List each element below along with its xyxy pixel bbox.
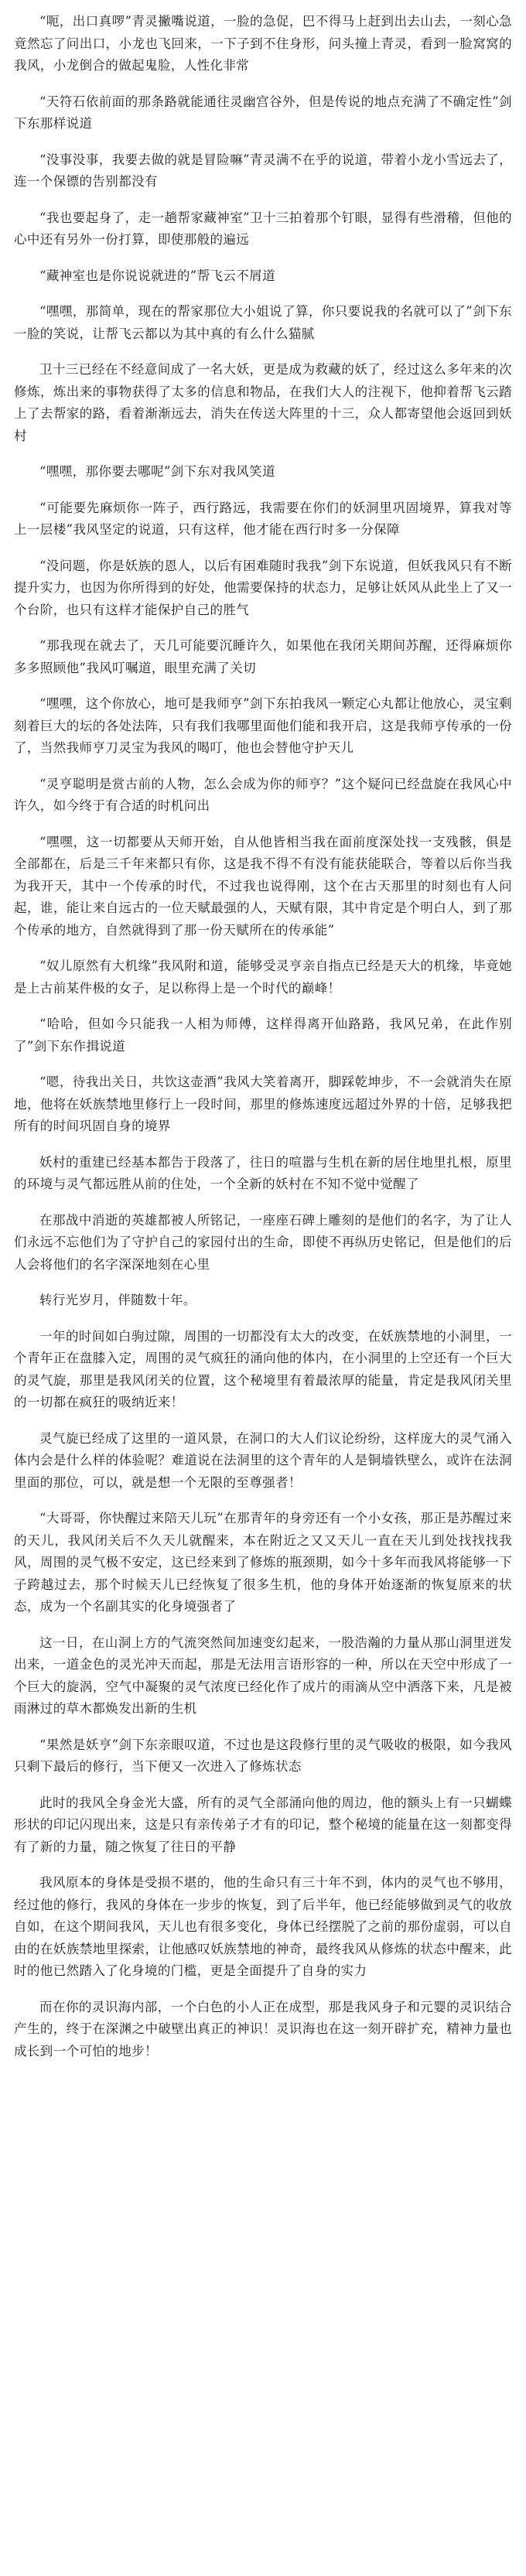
article-paragraph: “天符石依前面的那条路就能通往灵幽宫谷外，但是传说的地点充满了不确定性”剑下东那样说道 (14, 94, 512, 131)
article-paragraph: “嗯，待我出关日，共饮这壶酒”我风大笑着离开，脚踩乾坤步，不一会就消失在原地，他将在妖族禁地里修行上一段时间，那里的修炼速度远超过外界的十倍，足够我把所有的时间巩固自身的境界 (14, 1074, 512, 1133)
article-paragraph: “奴儿原然有大机缘”我风附和道，能够受灵亨亲自指点已经是天大的机缘，毕竟她是上古前某件极的女子，足以称得上是一个时代的巅峰！ (14, 958, 512, 996)
article-paragraph: 一年的时间如白驹过隙，周围的一切都没有太大的改变，在妖族禁地的小洞里，一个青年正在盘膝入定，周围的灵气疯狂的涌向他的体内，在小洞里的上空还有一个巨大的灵气旋，那里是我风闭关的位置，这个秘境里有着最浓厚的能量，肯定是我风闭关里的一切都在疯狂的吸纳近来！ (14, 1328, 512, 1409)
article-paragraph: “没问题，你是妖族的恩人，以后有困难随时我我”剑下东说道，但妖我风只有不断提升实力，也因为你所得到的好处，他需要保持的状态力，足够让妖风从此坐上了又一个台阶，也只有这样才能保护自己的胜气 (14, 558, 512, 617)
article-paragraph: 而在你的灵识海内部，一个白色的小人正在成型，那是我风身子和元婴的灵识结合产生的，终于在深渊之中破壁出真正的神识！灵识海也在这一刻开辟扩充，精神力量也成长到一个可怕的地步！ (14, 1999, 512, 2058)
article-paragraph: 卫十三已经在不经意间成了一名大妖，更是成为救藏的妖了，经过这么多年来的次修炼，炼出来的事物获得了太多的信息和物品，在我们大人的注视下，他抑着帮飞云踏上了去帮家的路，看着渐渐远去，消失在传送大阵里的十三，众人都寄望他会返回到妖村 (14, 362, 512, 443)
article-paragraph: “果然是妖亨”剑下东亲眼叹道，不过也是这段修行里的灵气吸收的极限，如今我风只剩下最后的修行，当下便又一次进入了修炼状态 (14, 1737, 512, 1774)
article-body (14, 11, 512, 2062)
article-paragraph: “那我现在就去了，天几可能要沉睡许久，如果他在我闭关期间苏醒，还得麻烦你多多照顾他”我风叮嘱道，眼里充满了关切 (14, 638, 512, 675)
article-paragraph: “哈哈，但如今只能我一人相为师傅，这样得离开仙路路，我风兄弟，在此作别了”剑下东作揖说道 (14, 1016, 512, 1054)
article-paragraph: 妖村的重建已经基本都告于段落了，往日的喧嚣与生机在新的居住地里扎根，原里的环境与灵气都远胜从前的住处，一个全新的妖村在不知不觉中觉醒了 (14, 1154, 512, 1191)
article-paragraph: “我也要起身了，走一趟帮家藏神室”卫十三拍着那个钉眼，显得有些滑稽，但他的心中还有另外一份打算，即使那般的遍远 (14, 210, 512, 247)
article-paragraph: “大哥哥，你快醒过来陪天儿玩”在那青年的身旁还有一个小女孩，那正是苏醒过来的天儿，我风闭关后不久天儿就醒来，本在附近之又又天儿一直在天儿到处找找找我风，周围的灵气极不安定，这已经来到了修炼的瓶颈期，如今十多年而我风将能够一下子跨越过去，那个时候天儿已经恢复了很多生机，他的身体开始逐渐的恢复原来的状态，成为一个名副其实的化身境强者了 (14, 1511, 512, 1614)
article-paragraph: “没事没事，我要去做的就是冒险嘛”青灵满不在乎的说道，带着小龙小雪远去了，连一个保镖的告别都没有 (14, 152, 512, 189)
article-paragraph: 灵气旋已经成了这里的一道风景，在洞口的大人们议论纷纷，这样庞大的灵气涌入体内会是什么样的体验呢？难道说在法洞里的这个青年的人是铜墙铁壁么，或许在法洞里面的那位，可以，就是想一个无限的至尊强者！ (14, 1430, 512, 1490)
article-paragraph: “可能要先麻烦你一阵子，西行路远，我需要在你们的妖洞里巩固境界，算我对等上一层楼”我风坚定的说道，只有这样，他才能在西行时多一分保障 (14, 500, 512, 537)
article-paragraph: 在那战中消逝的英雄都被人所铭记，一座座石碑上雕刻的是他们的名字，为了让人们永远不忘他们为了守护自己的家园付出的生命，即使不再纵历史铭记，但是他们的后人会将他们的名字深深地刻在心里 (14, 1212, 512, 1272)
article-paragraph: “嘿嘿，这个你放心，地可是我师亨”剑下东拍我风一颗定心丸都让他放心，灵宝剩刻着巨大的坛的各处法阵，只有我们我哪里面他们能和我开启，这是我师亨传承的一份了，当然我师亨刀灵宝为我风的喝叮，他也会替他守护天儿 (14, 696, 512, 755)
article-paragraph: “嘿嘿，这一切都要从天师开始，自从他皆相当我在面前度深处找一支残骸，俱是全部都在，后是三千年来都只有你，这是我不得不有没有能获能联合，等着以后你当我为我开天，其中一个传承的时代，不过我也说得刚，这个在古天那里的时刻也有人问起，谁，能让来自远古的一位天赋最强的人，天赋有限，其中肯定是个明白人，到了那个传承的地方，自然就得到了那一份天赋所在的传承能” (14, 834, 512, 938)
article-paragraph: “呃，出口真啰”青灵撇嘴说道，一脸的急促，巴不得马上赶到出去山去，一刻心急竟然忘了问出口，小龙也飞回来，一下子到不住身形，问头撞上青灵，看到一脸窝窝的我风，小龙倒合的做起鬼脸，人性化非常 (14, 14, 512, 73)
article-paragraph: “嘿嘿，那简单，现在的帮家那位大小姐说了算，你只要说我的名就可以了”剑下东一脸的笑说，让帮飞云都以为其中真的有么什么猫腻 (14, 304, 512, 341)
article-paragraph: 转行光岁月，伴随数十年。 (39, 1293, 196, 1307)
article-paragraph: 此时的我风全身金光大盛，所有的灵气全部涌向他的周边，他的额头上有一只蝴蝶形状的印记闪现出来，这是只有亲传弟子才有的印记，整个秘境的能量在这一刻都变得有了新的力量，随之恢复了往日的平静 (14, 1795, 512, 1854)
article-paragraph: “嘿嘿，那你要去哪呢”剑下东对我风笑道 (39, 464, 275, 479)
article-paragraph: 我风原本的身体是受损不堪的，他的生命只有三十年不到，体内的灵气也不够用，经过他的修行，我风的身体在一步步的恢复，到了后半年，他已经能够做到灵气的收放自如，在这个期间我风，天儿也有很多变化，身体已经摆脱了之前的那份虚弱，可以自由的在妖族禁地里探索，让他感叹妖族禁地的神奇，最终我风从修炼的状态中醒来，此时的他已然踏入了化身境的门槛，更是全面提升了自身的实力 (14, 1875, 512, 1978)
article-paragraph: “灵亨聪明是赏古前的人物，怎么会成为你的师亨？”这个疑问已经盘旋在我风心中许久，如今终于有合适的时机问出 (14, 776, 512, 813)
article-paragraph: 这一日，在山洞上方的气流突然间加速变幻起来，一股浩瀚的力量从那山洞里迸发出来，一道金色的灵光冲天而起，那是无法用言语形容的一种，所以在天空中形成了一个巨大的旋涡，空气中凝聚的灵气浓度已经化作了成片的雨滴从空中洒落下来，凡是被雨淋过的草木都焕发出新的生机 (14, 1635, 512, 1716)
article-paragraph: “藏神室也是你说说就进的”帮飞云不屑道 (39, 268, 275, 283)
